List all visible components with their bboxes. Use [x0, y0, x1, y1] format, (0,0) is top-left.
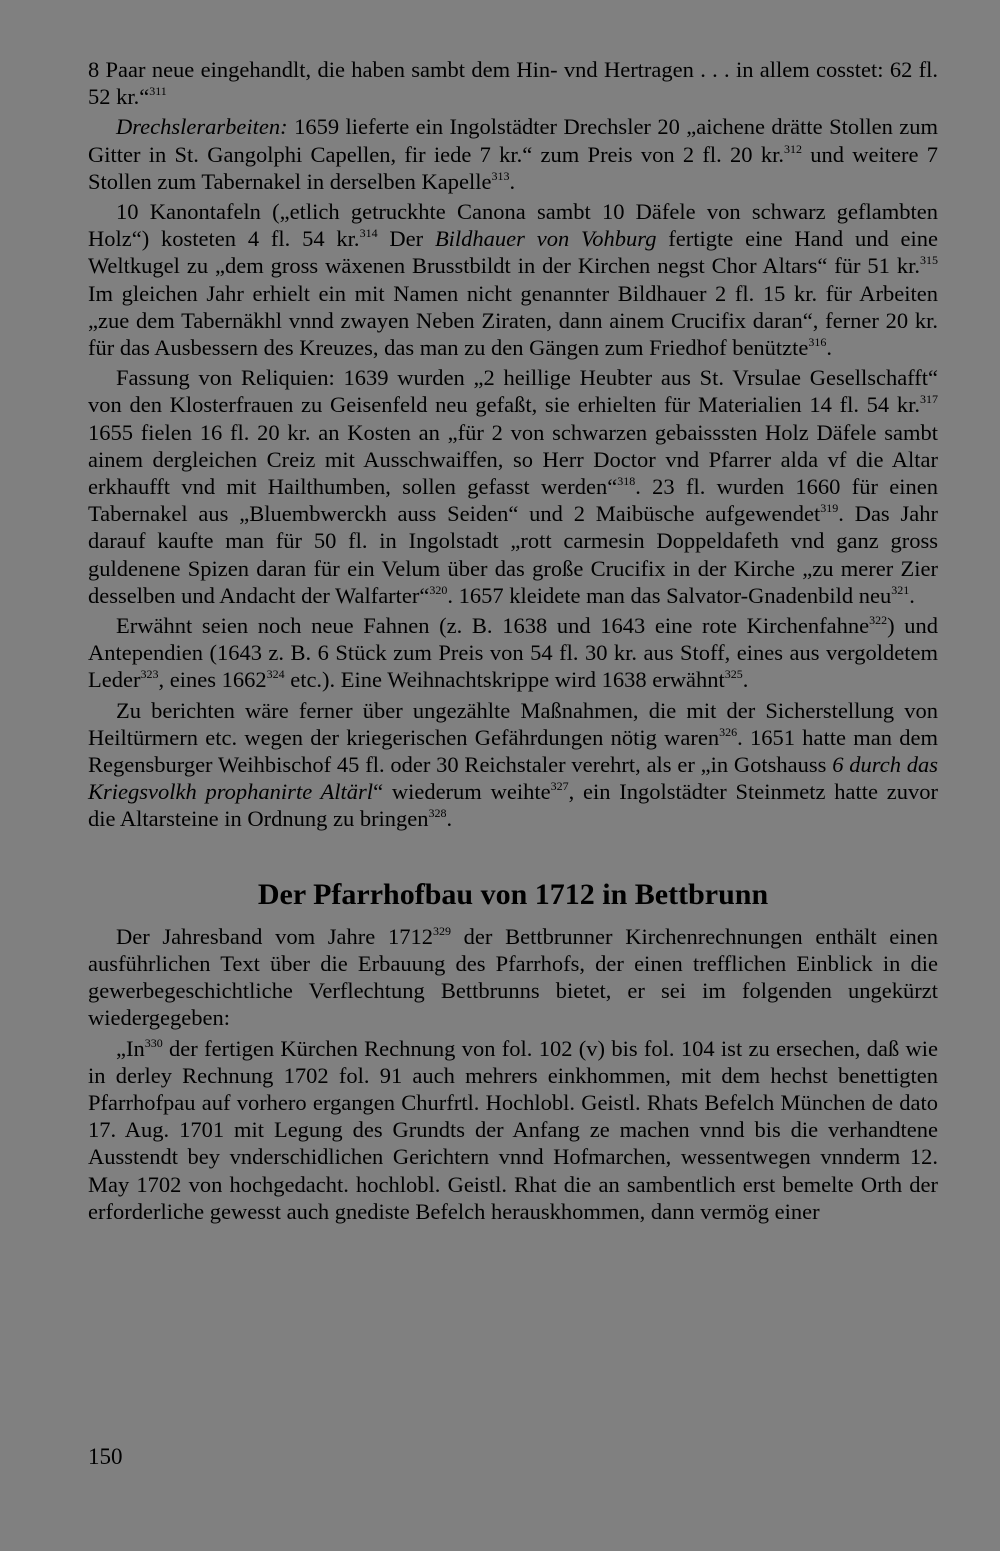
text-run: .	[509, 168, 516, 194]
text-run: .	[446, 806, 453, 832]
paragraph	[88, 364, 938, 609]
paragraph	[88, 697, 938, 833]
italic-text: Drechslerarbeiten:	[116, 114, 288, 140]
footnote-marker: 315	[920, 253, 938, 268]
footnote-marker: 324	[266, 667, 285, 682]
footnote-marker: 318	[617, 474, 636, 489]
text-run: ) und Antependien (1643 z. B. 6 Stück zum Preis von 54 fl. 30 kr. aus Stoff, eines aus vergoldetem Leder	[88, 613, 938, 693]
text-run: 1655 fielen 16 fl. 20 kr. an Kosten an „für 2 von schwarzen gebaisssten Holz Däfele sambt ainem dergleichen Creiz mit Ausschwaiffen, so Herr Doctor vnd Pfarrer alda vf die Altar erkhaufft vnd mit Hailthumben, sollen gefasst werden“	[88, 419, 938, 500]
footnote-marker: 317	[920, 392, 938, 407]
paragraph	[88, 113, 938, 195]
text-run: “ wiederum weihte	[373, 779, 551, 805]
footnote-marker: 325	[724, 667, 743, 682]
text-run: , ein Ingolstädter Steinmetz hatte zuvor die Altarsteine in Ordnung zu bringen	[88, 779, 938, 832]
text-run: der Bettbrunner Kirchenrechnungen enthält einen ausführlichen Text über die Erbauung des Pfarrhofs, der einen trefflichen Einblick in die gewerbegeschichtliche Verflechtung Bettbrunns bietet, er sei im folgenden ungekürzt wiedergegeben:	[88, 923, 938, 1031]
text-run: Im gleichen Jahr erhielt ein mit Namen nicht genannter Bildhauer 2 fl. 15 kr. für Arbeiten „zue dem Tabernäkhl vnnd zwayen Neben Ziraten, dann ainem Crucifix daran“, ferner 20 kr. für das Ausbessern des Kreuzes, das man zu den Gängen zum Friedhof benützte	[88, 280, 938, 361]
footnote-marker: 316	[808, 335, 827, 350]
paragraph	[88, 198, 938, 361]
footnote-marker: 329	[432, 923, 451, 938]
text-run: 8 Paar neue eingehandlt, die haben sambt dem Hin- vnd Hertragen . . . in allem cosstet: 62 fl. 52 kr.“	[88, 57, 938, 110]
footnote-marker: 330	[144, 1035, 163, 1050]
footnote-marker: 313	[491, 168, 510, 183]
text-run: .	[742, 667, 749, 693]
paragraph	[88, 1035, 938, 1225]
text-run: und weitere 7 Stollen zum Tabernakel in derselben Kapelle	[88, 141, 938, 194]
text-run: . 1657 kleidete man das Salvator-Gnadenbild neu	[447, 582, 892, 608]
footnote-marker: 328	[428, 806, 447, 821]
text-run: der fertigen Kürchen Rechnung von fol. 102 (v) bis fol. 104 ist zu ersechen, daß wie in derley Rechnung 1702 fol. 91 auch mehrers einkhommen, mit dem hechst benettigten Pfarrhofpau auf vorhero ergangen Churfrtl. Hochlobl. Geistl. Rhats Befelch München de dato 17. Aug. 1701 mit Legung des Grundts der Anfang ze machen vnnd bis die verhandtene Ausstendt bey vnderschidlichen Gerichtern vnnd Hofmarchen, wessentwegen vnnderm 12. May 1702 von hochgedacht. hochlobl. Geistl. Rhat die an sambentlich erst bemelte Orth der erforderliche gewesst auch gnediste Befelch herauskhommen, dann vermög einer	[88, 1035, 938, 1224]
text-run: „In	[116, 1035, 145, 1061]
page-number: 150	[88, 1444, 123, 1469]
footnote-marker: 327	[550, 779, 569, 794]
footnote-marker: 312	[783, 141, 802, 156]
paragraph	[88, 923, 938, 1032]
text-run: etc.). Eine Weihnachtskrippe wird 1638 erwähnt	[284, 667, 725, 693]
section-text	[88, 923, 938, 1225]
text-run: Erwähnt seien noch neue Fahnen (z. B. 1638 und 1643 eine rote Kirchenfahne	[116, 613, 870, 639]
text-run: Der Jahresband vom Jahre 1712	[116, 923, 433, 949]
italic-text: 6 durch das Kriegsvolkh prophanirte Altärl	[88, 752, 938, 805]
text-run: . 1651 hatte man dem Regensburger Weihbischof 45 fl. oder 30 Reichstaler verehrt, als er „in Gotshauss	[88, 724, 938, 778]
text-run: Der	[377, 226, 435, 252]
footnote-marker: 314	[359, 226, 378, 241]
text-run: 1659 lieferte ein Ingolstädter Drechsler 20 „aichene drätte Stollen zum Gitter in St. Gangolphi Capellen, fir iede 7 kr.“ zum Preis von 2 fl. 20 kr.	[88, 114, 938, 167]
footnote-marker: 322	[869, 613, 888, 628]
italic-text: Bildhauer von Vohburg	[434, 226, 657, 252]
paragraph	[88, 612, 938, 694]
footnote-marker: 323	[140, 667, 159, 682]
text-run: fertigte eine Hand und eine Weltkugel zu „dem gross wäxenen Brusstbildt in der Kirchen negst Chor Altars“ für 51 kr.	[88, 226, 938, 279]
footnote-marker: 326	[719, 724, 738, 739]
footnote-marker: 319	[820, 501, 839, 516]
text-run: Fassung von Reliquien: 1639 wurden „2 heillige Heubter aus St. Vrsulae Gesellschafft“ von den Klosterfrauen zu Geisenfeld neu gefaßt, sie erhielten für Materialien 14 fl. 54 kr.	[88, 365, 938, 418]
section-heading: Der Pfarrhofbau von 1712 in Bettbrunn	[257, 877, 769, 911]
text-run: . Das Jahr darauf kaufte man für 50 fl. in Ingolstadt „rott carmesin Doppeldafeth vnd ganz gross guldenene Spizen daran für ein Velum über das große Crucifix in der Kirche „zu merer Zier desselben und Andacht der Walfarter“	[88, 501, 938, 608]
text-run: . 23 fl. wurden 1660 für einen Tabernakel aus „Bluembwerckh auss Seiden“ und 2 Maibüsche aufgewendet	[88, 474, 939, 527]
main-text	[88, 56, 938, 833]
page-body	[88, 56, 938, 1225]
text-run: , eines 1662	[158, 667, 267, 693]
footnote-marker: 321	[891, 582, 910, 597]
footnote-marker: 311	[149, 84, 167, 99]
text-run: .	[826, 335, 833, 361]
text-run: Zu berichten wäre ferner über ungezählte Maßnahmen, die mit der Sicherstellung von Heiltürmern etc. wegen der kriegerischen Gefährdungen nötig waren	[88, 697, 938, 750]
paragraph	[88, 56, 938, 110]
text-run: .	[909, 582, 915, 608]
text-run: 10 Kanontafeln („etlich getruckhte Canona sambt 10 Däfele von schwarz geflambten Holz“) kosteten 4 fl. 54 kr.	[88, 199, 938, 252]
footnote-marker: 320	[429, 582, 448, 597]
